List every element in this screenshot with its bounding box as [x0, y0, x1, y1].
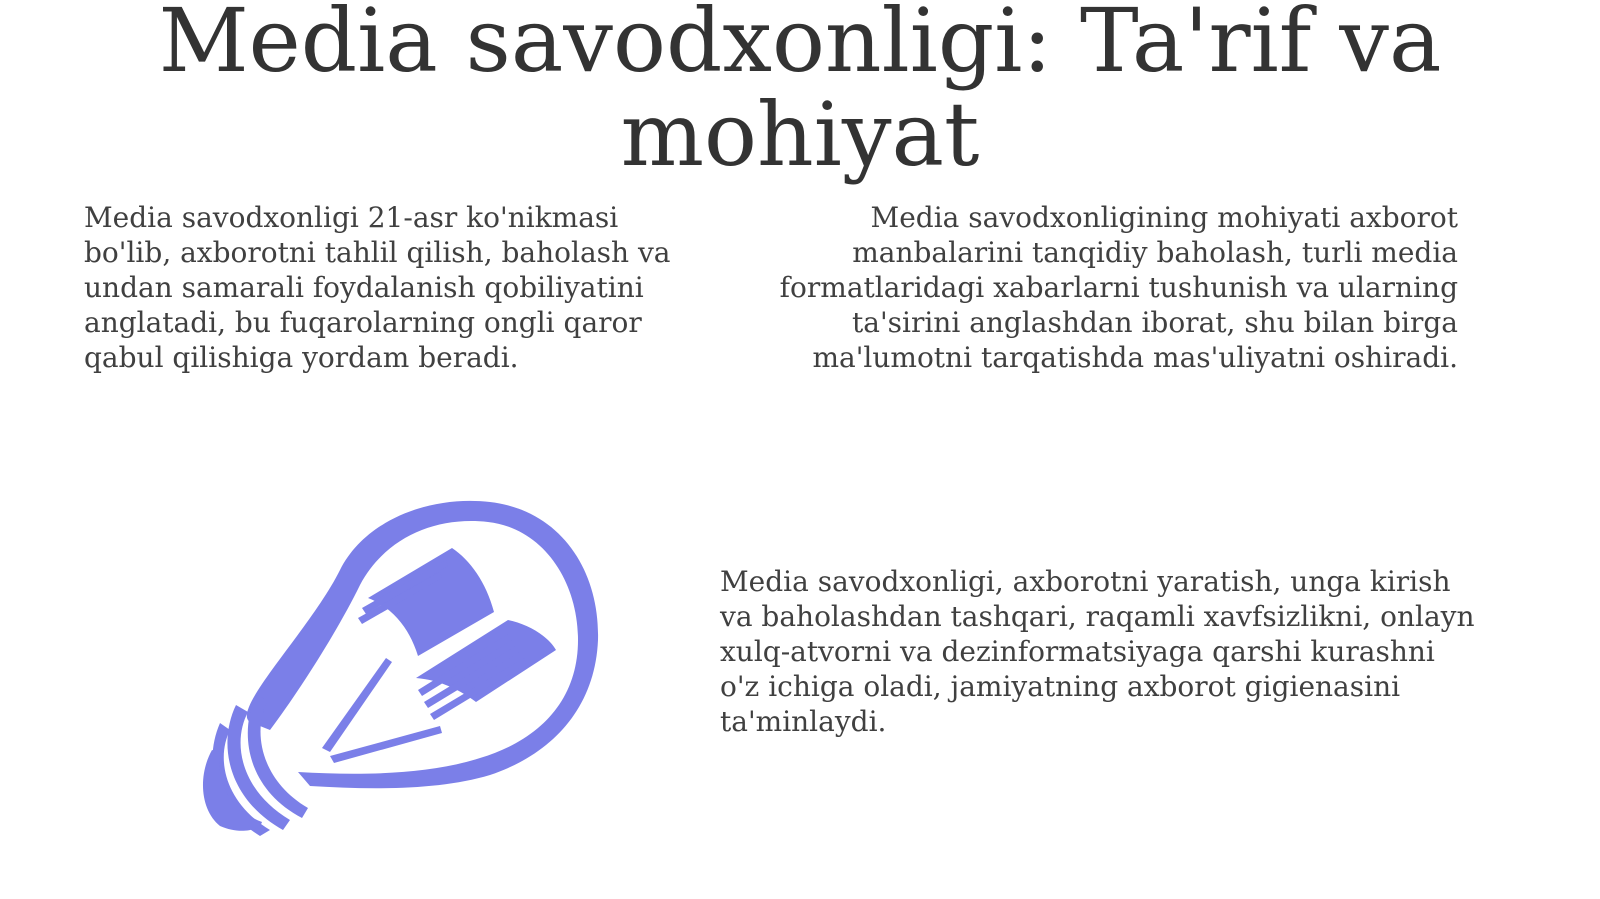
- lightbulb-with-book-icon: [190, 490, 620, 850]
- scope-paragraph: Media savodxonligi, axborotni yaratish, unga kirish va baholashdan tashqari, raqamli xavfsizlikni, onlayn xulq-atvorni va dezinformatsiyaga qarshi kurashni o'z ichiga oladi, jamiyatning axborot gigienasini ta'minlaydi.: [720, 565, 1475, 738]
- essence-paragraph: Media savodxonligining mohiyati axborot manbalarini tanqidiy baholash, turli media formatlaridagi xabarlarni tushunish va ularning ta'sirini anglashdan iborat, shu bilan birga ma'lumotni tarqatishda mas'uliyatni oshiradi.: [779, 201, 1458, 374]
- page-title: Media savodxonligi: Ta'rif va mohiyat: [158, 0, 1442, 186]
- definition-paragraph: Media savodxonligi 21-asr ko'nikmasi bo'lib, axborotni tahlil qilish, baholash va undan samarali foydalanish qobiliyatini anglatadi, bu fuqarolarning ongli qaror qabul qilishiga yordam beradi.: [84, 201, 671, 374]
